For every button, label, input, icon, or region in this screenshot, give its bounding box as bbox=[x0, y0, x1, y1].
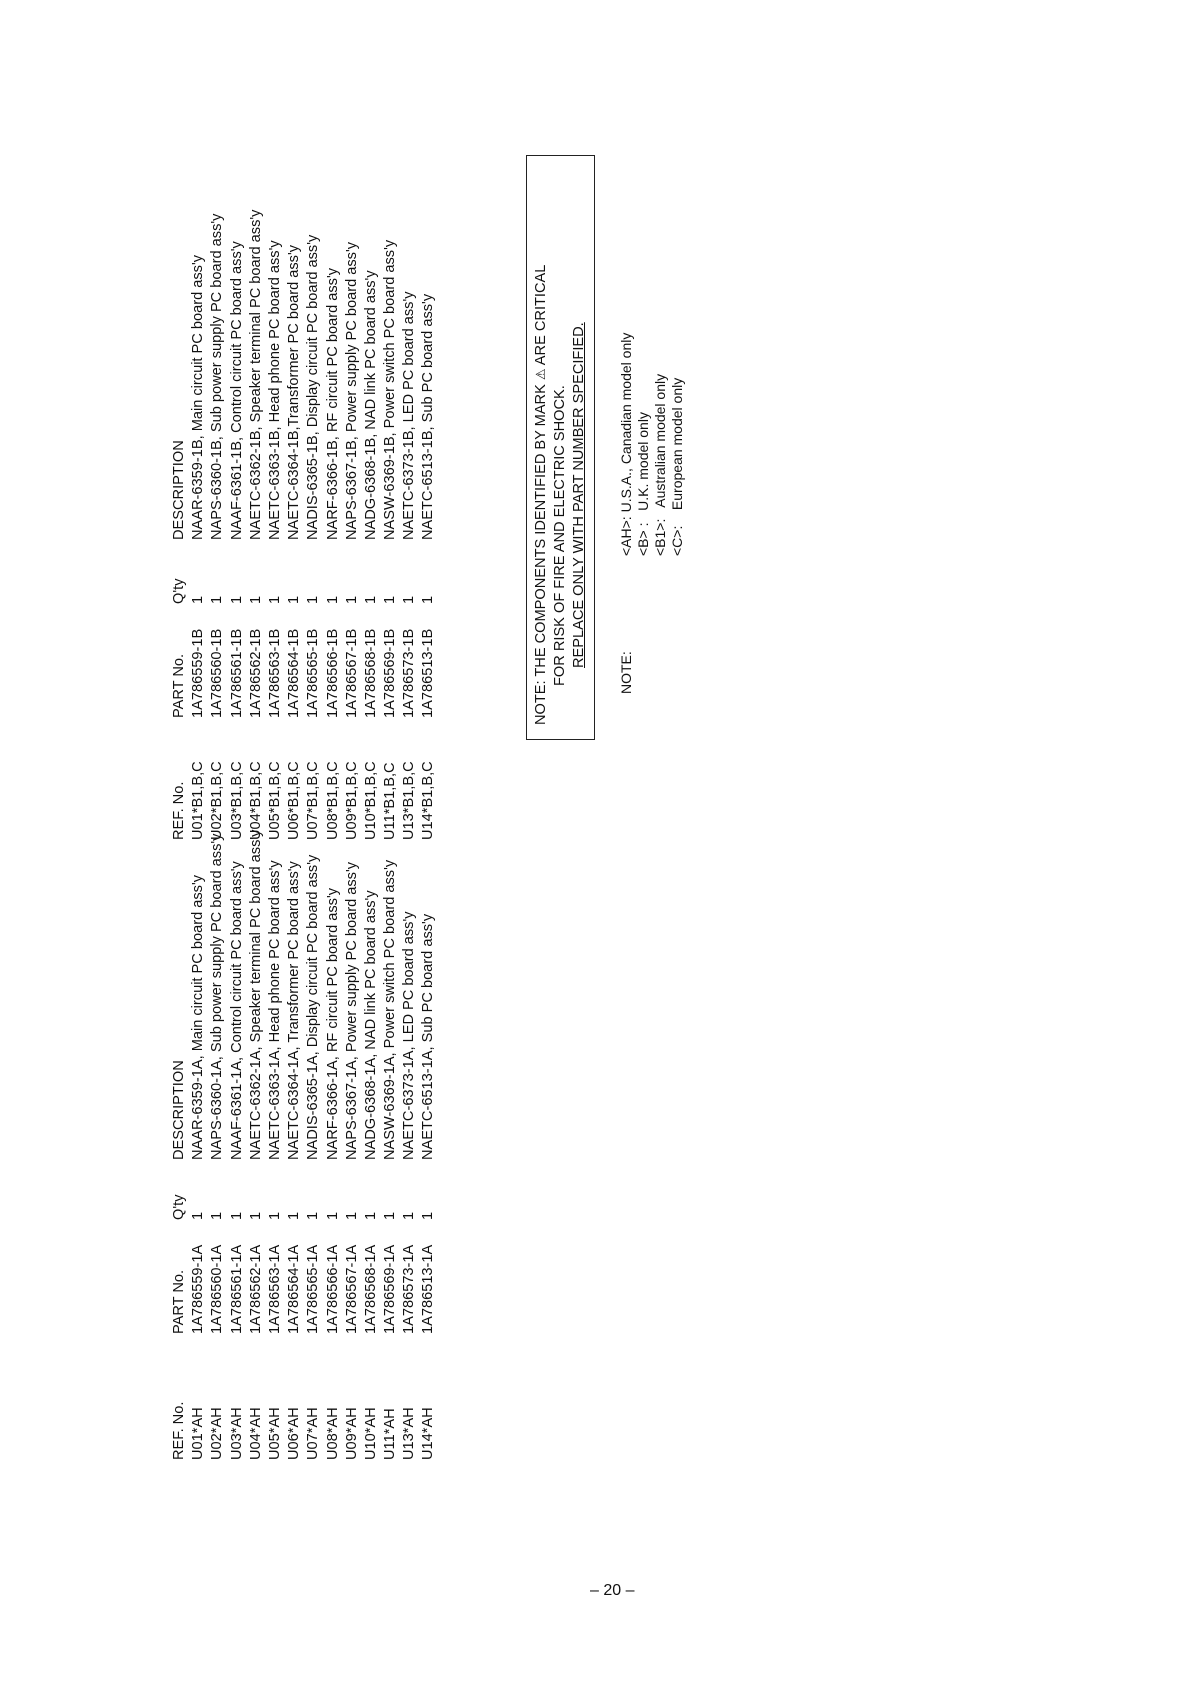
ref-cell: U08*AH bbox=[324, 1407, 341, 1460]
header-ref: REF. No. bbox=[171, 781, 187, 840]
table-row bbox=[400, 760, 419, 1460]
part-number-cell: 1A786559-1A bbox=[190, 1244, 207, 1334]
table-row bbox=[343, 140, 362, 840]
quantity-cell: 1 bbox=[228, 595, 245, 604]
table-row bbox=[247, 760, 266, 1460]
part-number-cell: 1A786567-1A bbox=[343, 1244, 360, 1334]
table-body bbox=[189, 140, 438, 840]
quantity-cell: 1 bbox=[266, 1211, 283, 1220]
quantity-cell: 1 bbox=[362, 595, 379, 604]
part-number-cell: 1A786568-1B bbox=[362, 628, 379, 718]
part-number-cell: 1A786563-1B bbox=[266, 628, 283, 718]
quantity-cell: 1 bbox=[343, 1211, 360, 1220]
part-number-cell: 1A786566-1B bbox=[324, 628, 341, 718]
part-number-cell: 1A786563-1A bbox=[266, 1244, 283, 1334]
part-number-cell: 1A786569-1A bbox=[382, 1244, 399, 1334]
table-row bbox=[228, 760, 247, 1460]
table-row bbox=[304, 760, 323, 1460]
header-part: PART No. bbox=[171, 653, 187, 718]
ref-cell: U06*AH bbox=[286, 1407, 303, 1460]
ref-cell: U05*B1,B,C bbox=[266, 761, 283, 840]
table-row bbox=[247, 140, 266, 840]
ref-cell: U09*B1,B,C bbox=[343, 761, 360, 840]
table-row bbox=[208, 760, 227, 1460]
ref-cell: U13*B1,B,C bbox=[401, 761, 418, 840]
note-item: <C>: European model only bbox=[669, 377, 685, 556]
description-cell: NADIS-6365-1A, Display circuit PC board ass'y bbox=[305, 854, 322, 1160]
note-line-3: REPLACE ONLY WITH PART NUMBER SPECIFIED. bbox=[571, 322, 587, 668]
description-cell: NAPS-6360-1B, Sub power supply PC board ass'y bbox=[209, 213, 226, 540]
quantity-cell: 1 bbox=[286, 1211, 303, 1220]
description-cell: NAETC-6513-1A, Sub PC board ass'y bbox=[420, 913, 437, 1160]
quantity-cell: 1 bbox=[247, 595, 264, 604]
ref-cell: U02*B1,B,C bbox=[209, 761, 226, 840]
description-cell: NAETC-6364-1A, Transformer PC board ass'y bbox=[286, 861, 303, 1160]
description-cell: NAETC-6362-1B, Speaker terminal PC board ass'y bbox=[247, 209, 264, 540]
table-row bbox=[189, 760, 208, 1460]
notes-label: NOTE: bbox=[618, 651, 634, 694]
model-notes bbox=[618, 274, 698, 694]
ref-cell: U05*AH bbox=[266, 1407, 283, 1460]
quantity-cell: 1 bbox=[401, 1211, 418, 1220]
quantity-cell: 1 bbox=[420, 595, 437, 604]
table-row bbox=[419, 140, 438, 840]
header-qty: Q'ty bbox=[171, 1194, 187, 1220]
ref-cell: U01*B1,B,C bbox=[190, 761, 207, 840]
description-cell: NADG-6368-1A, NAD link PC board ass'y bbox=[362, 890, 379, 1160]
description-cell: NAPS-6367-1A, Power supply PC board ass'y bbox=[343, 861, 360, 1160]
ref-cell: U04*AH bbox=[247, 1407, 264, 1460]
description-cell: NAAR-6359-1A, Main circuit PC board ass'y bbox=[190, 874, 207, 1160]
description-cell: NAETC-6373-1B, LED PC board ass'y bbox=[401, 291, 418, 540]
ref-cell: U07*AH bbox=[305, 1407, 322, 1460]
description-cell: NAAR-6359-1B, Main circuit PC board ass'y bbox=[190, 254, 207, 540]
ref-cell: U13*AH bbox=[401, 1407, 418, 1460]
table-row bbox=[381, 760, 400, 1460]
table-row bbox=[228, 140, 247, 840]
table-row bbox=[324, 760, 343, 1460]
description-cell: NAPS-6360-1A, Sub power supply PC board ass'y bbox=[209, 833, 226, 1160]
part-number-cell: 1A786565-1A bbox=[305, 1244, 322, 1334]
quantity-cell: 1 bbox=[382, 1211, 399, 1220]
description-cell: NAAF-6361-1B, Control circuit PC board ass'y bbox=[228, 241, 245, 540]
part-number-cell: 1A786565-1B bbox=[305, 628, 322, 718]
table-row bbox=[343, 760, 362, 1460]
header-desc: DESCRIPTION bbox=[171, 440, 187, 540]
table-row bbox=[381, 140, 400, 840]
header-desc: DESCRIPTION bbox=[171, 1060, 187, 1160]
ref-cell: U02*AH bbox=[209, 1407, 226, 1460]
quantity-cell: 1 bbox=[362, 1211, 379, 1220]
ref-cell: U10*AH bbox=[362, 1407, 379, 1460]
part-number-cell: 1A786560-1A bbox=[209, 1244, 226, 1334]
table-row bbox=[362, 140, 381, 840]
note-item: <B1>: Australian model only bbox=[652, 373, 668, 556]
ref-cell: U04*B1,B,C bbox=[247, 761, 264, 840]
table-row bbox=[285, 760, 304, 1460]
part-number-cell: 1A786573-1B bbox=[401, 628, 418, 718]
description-cell: NADIS-6365-1B, Display circuit PC board ass'y bbox=[305, 234, 322, 540]
warning-triangle-icon: ⚠ bbox=[533, 368, 548, 381]
quantity-cell: 1 bbox=[247, 1211, 264, 1220]
ref-cell: U07*B1,B,C bbox=[305, 761, 322, 840]
note-item: <B> : U.K. model only bbox=[635, 412, 651, 556]
part-number-cell: 1A786562-1B bbox=[247, 628, 264, 718]
description-cell: NAPS-6367-1B, Power supply PC board ass'y bbox=[343, 241, 360, 540]
table-row bbox=[266, 760, 285, 1460]
quantity-cell: 1 bbox=[420, 1211, 437, 1220]
header-part: PART No. bbox=[171, 1269, 187, 1334]
table-row bbox=[208, 140, 227, 840]
ref-cell: U11*AH bbox=[382, 1408, 399, 1460]
description-cell: NAETC-6513-1B, Sub PC board ass'y bbox=[420, 293, 437, 540]
table-row bbox=[400, 140, 419, 840]
description-cell: NAETC-6362-1A, Speaker terminal PC board ass'y bbox=[247, 829, 264, 1160]
description-cell: NAETC-6363-1A, Head phone PC board ass'y bbox=[266, 860, 283, 1160]
ref-cell: U06*B1,B,C bbox=[286, 761, 303, 840]
part-number-cell: 1A786568-1A bbox=[362, 1244, 379, 1334]
quantity-cell: 1 bbox=[324, 1211, 341, 1220]
quantity-cell: 1 bbox=[190, 1211, 207, 1220]
parts-table-b1-b-c bbox=[170, 140, 439, 840]
page-number: – 20 – bbox=[590, 1582, 635, 1599]
part-number-cell: 1A786513-1A bbox=[420, 1244, 437, 1334]
description-cell: NADG-6368-1B, NAD link PC board ass'y bbox=[362, 270, 379, 540]
table-row bbox=[324, 140, 343, 840]
notes-list bbox=[618, 333, 686, 556]
ref-cell: U03*B1,B,C bbox=[228, 761, 245, 840]
part-number-cell: 1A786559-1B bbox=[190, 628, 207, 718]
quantity-cell: 1 bbox=[228, 1211, 245, 1220]
quantity-cell: 1 bbox=[266, 595, 283, 604]
quantity-cell: 1 bbox=[324, 595, 341, 604]
part-number-cell: 1A786561-1B bbox=[228, 628, 245, 718]
ref-cell: U11*B1,B,C bbox=[382, 762, 399, 840]
description-cell: NAAF-6361-1A, Control circuit PC board ass'y bbox=[228, 861, 245, 1160]
quantity-cell: 1 bbox=[343, 595, 360, 604]
quantity-cell: 1 bbox=[209, 595, 226, 604]
quantity-cell: 1 bbox=[286, 595, 303, 604]
ref-cell: U14*AH bbox=[420, 1407, 437, 1460]
ref-cell: U08*B1,B,C bbox=[324, 761, 341, 840]
quantity-cell: 1 bbox=[209, 1211, 226, 1220]
part-number-cell: 1A786567-1B bbox=[343, 628, 360, 718]
part-number-cell: 1A786569-1B bbox=[382, 628, 399, 718]
ref-cell: U10*B1,B,C bbox=[362, 761, 379, 840]
note-line-2: FOR RISK OF FIRE AND ELECTRIC SHOCK. bbox=[552, 385, 568, 686]
note-item: <AH>: U.S.A., Canadian model only bbox=[618, 332, 634, 556]
part-number-cell: 1A786562-1A bbox=[247, 1244, 264, 1334]
description-cell: NAETC-6363-1B, Head phone PC board ass'y bbox=[266, 240, 283, 540]
parts-table-ah bbox=[170, 760, 439, 1460]
table-row bbox=[362, 760, 381, 1460]
table-header bbox=[170, 760, 189, 1460]
description-cell: NAETC-6373-1A, LED PC board ass'y bbox=[401, 911, 418, 1160]
ref-cell: U03*AH bbox=[228, 1407, 245, 1460]
table-row bbox=[419, 760, 438, 1460]
ref-cell: U09*AH bbox=[343, 1407, 360, 1460]
header-qty: Q'ty bbox=[171, 578, 187, 604]
part-number-cell: 1A786564-1A bbox=[286, 1244, 303, 1334]
part-number-cell: 1A786573-1A bbox=[401, 1244, 418, 1334]
table-row bbox=[304, 140, 323, 840]
header-ref: REF. No. bbox=[171, 1401, 187, 1460]
description-cell: NARF-6366-1A, RF circuit PC board ass'y bbox=[324, 887, 341, 1160]
description-cell: NASW-6369-1A, Power switch PC board ass'y bbox=[382, 859, 399, 1160]
quantity-cell: 1 bbox=[401, 595, 418, 604]
critical-components-note bbox=[526, 155, 595, 740]
table-row bbox=[285, 140, 304, 840]
quantity-cell: 1 bbox=[190, 595, 207, 604]
quantity-cell: 1 bbox=[305, 1211, 322, 1220]
part-number-cell: 1A786564-1B bbox=[286, 628, 303, 718]
table-row bbox=[266, 140, 285, 840]
part-number-cell: 1A786560-1B bbox=[209, 628, 226, 718]
part-number-cell: 1A786561-1A bbox=[228, 1244, 245, 1334]
table-row bbox=[189, 140, 208, 840]
note-line-1: NOTE: THE COMPONENTS IDENTIFIED BY MARK ⚠ ARE CRITICAL bbox=[533, 264, 549, 725]
description-cell: NASW-6369-1B, Power switch PC board ass'y bbox=[382, 239, 399, 540]
table-header bbox=[170, 140, 189, 840]
quantity-cell: 1 bbox=[382, 595, 399, 604]
quantity-cell: 1 bbox=[305, 595, 322, 604]
part-number-cell: 1A786513-1B bbox=[420, 628, 437, 718]
ref-cell: U01*AH bbox=[190, 1407, 207, 1460]
description-cell: NAETC-6364-1B,Transformer PC board ass'y bbox=[286, 244, 303, 540]
ref-cell: U14*B1,B,C bbox=[420, 761, 437, 840]
part-number-cell: 1A786566-1A bbox=[324, 1244, 341, 1334]
description-cell: NARF-6366-1B, RF circuit PC board ass'y bbox=[324, 267, 341, 540]
table-body bbox=[189, 760, 438, 1460]
